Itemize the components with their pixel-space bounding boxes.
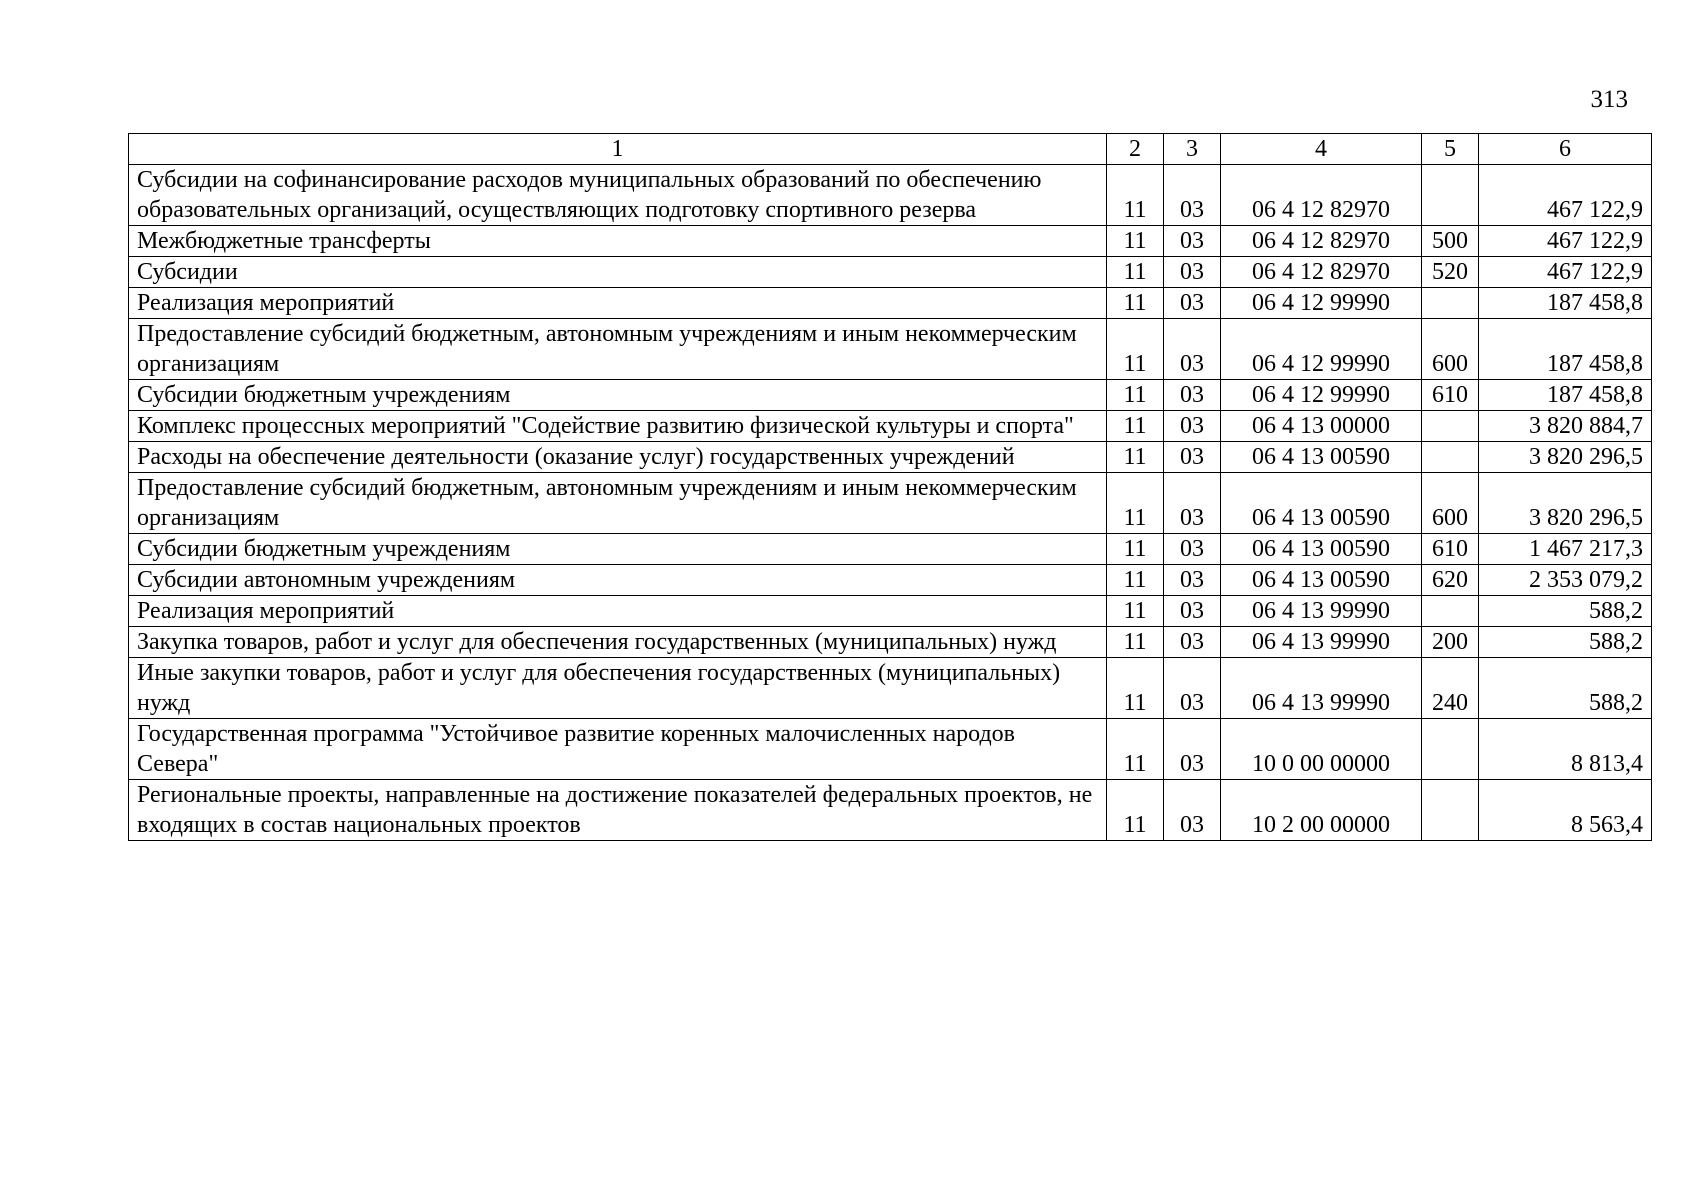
row-amount: 2 353 079,2 bbox=[1479, 565, 1652, 596]
row-subsection: 03 bbox=[1164, 165, 1221, 226]
row-name: Субсидии бюджетным учреждениям bbox=[129, 534, 1107, 565]
row-expense-type bbox=[1422, 719, 1479, 780]
row-section: 11 bbox=[1107, 442, 1164, 473]
row-expense-type: 500 bbox=[1422, 226, 1479, 257]
row-subsection: 03 bbox=[1164, 534, 1221, 565]
table-row bbox=[129, 319, 1652, 380]
table-row bbox=[129, 780, 1652, 841]
row-target-code: 10 2 00 00000 bbox=[1221, 780, 1422, 841]
row-subsection: 03 bbox=[1164, 627, 1221, 658]
row-expense-type: 600 bbox=[1422, 473, 1479, 534]
row-amount: 467 122,9 bbox=[1479, 226, 1652, 257]
row-name: Предоставление субсидий бюджетным, автономным учреждениям и иным некоммерческим организациям bbox=[129, 319, 1107, 380]
row-amount: 8 813,4 bbox=[1479, 719, 1652, 780]
row-subsection: 03 bbox=[1164, 442, 1221, 473]
row-amount: 187 458,8 bbox=[1479, 319, 1652, 380]
row-amount: 3 820 296,5 bbox=[1479, 473, 1652, 534]
row-target-code: 06 4 13 99990 bbox=[1221, 596, 1422, 627]
row-amount: 3 820 884,7 bbox=[1479, 411, 1652, 442]
header-col-1: 1 bbox=[129, 134, 1107, 165]
row-subsection: 03 bbox=[1164, 411, 1221, 442]
row-name: Комплекс процессных мероприятий "Содействие развитию физической культуры и спорта" bbox=[129, 411, 1107, 442]
row-name: Субсидии автономным учреждениям bbox=[129, 565, 1107, 596]
header-col-6: 6 bbox=[1479, 134, 1652, 165]
table-row bbox=[129, 411, 1652, 442]
table-row bbox=[129, 658, 1652, 719]
row-target-code: 06 4 12 82970 bbox=[1221, 257, 1422, 288]
row-expense-type: 520 bbox=[1422, 257, 1479, 288]
row-name: Иные закупки товаров, работ и услуг для обеспечения государственных (муниципальных) нужд bbox=[129, 658, 1107, 719]
row-target-code: 06 4 13 00590 bbox=[1221, 473, 1422, 534]
page-number: 313 bbox=[1590, 86, 1628, 113]
table-row bbox=[129, 442, 1652, 473]
table-header bbox=[129, 134, 1652, 165]
row-amount: 187 458,8 bbox=[1479, 380, 1652, 411]
table-row bbox=[129, 596, 1652, 627]
table-body bbox=[129, 165, 1652, 841]
row-amount: 467 122,9 bbox=[1479, 257, 1652, 288]
row-section: 11 bbox=[1107, 658, 1164, 719]
row-target-code: 06 4 13 99990 bbox=[1221, 627, 1422, 658]
row-name: Межбюджетные трансферты bbox=[129, 226, 1107, 257]
row-target-code: 06 4 12 82970 bbox=[1221, 226, 1422, 257]
table-row bbox=[129, 380, 1652, 411]
row-expense-type bbox=[1422, 442, 1479, 473]
table-row bbox=[129, 257, 1652, 288]
row-target-code: 06 4 13 99990 bbox=[1221, 658, 1422, 719]
header-col-3: 3 bbox=[1164, 134, 1221, 165]
row-name: Реализация мероприятий bbox=[129, 288, 1107, 319]
row-section: 11 bbox=[1107, 719, 1164, 780]
row-section: 11 bbox=[1107, 257, 1164, 288]
row-name: Закупка товаров, работ и услуг для обеспечения государственных (муниципальных) нужд bbox=[129, 627, 1107, 658]
row-target-code: 06 4 13 00000 bbox=[1221, 411, 1422, 442]
row-subsection: 03 bbox=[1164, 658, 1221, 719]
row-subsection: 03 bbox=[1164, 565, 1221, 596]
table-row bbox=[129, 565, 1652, 596]
row-expense-type: 610 bbox=[1422, 380, 1479, 411]
row-subsection: 03 bbox=[1164, 226, 1221, 257]
row-expense-type bbox=[1422, 411, 1479, 442]
row-section: 11 bbox=[1107, 165, 1164, 226]
budget-table bbox=[128, 133, 1652, 841]
header-col-2: 2 bbox=[1107, 134, 1164, 165]
row-amount: 588,2 bbox=[1479, 596, 1652, 627]
row-subsection: 03 bbox=[1164, 719, 1221, 780]
row-target-code: 06 4 12 82970 bbox=[1221, 165, 1422, 226]
table-row bbox=[129, 534, 1652, 565]
table-row bbox=[129, 165, 1652, 226]
row-amount: 467 122,9 bbox=[1479, 165, 1652, 226]
row-section: 11 bbox=[1107, 226, 1164, 257]
row-target-code: 06 4 13 00590 bbox=[1221, 534, 1422, 565]
row-name: Региональные проекты, направленные на достижение показателей федеральных проектов, не входящих в состав национальных проектов bbox=[129, 780, 1107, 841]
row-target-code: 06 4 12 99990 bbox=[1221, 288, 1422, 319]
row-expense-type bbox=[1422, 596, 1479, 627]
row-name: Предоставление субсидий бюджетным, автономным учреждениям и иным некоммерческим организациям bbox=[129, 473, 1107, 534]
row-section: 11 bbox=[1107, 534, 1164, 565]
row-section: 11 bbox=[1107, 411, 1164, 442]
table-row bbox=[129, 719, 1652, 780]
row-subsection: 03 bbox=[1164, 596, 1221, 627]
row-expense-type bbox=[1422, 780, 1479, 841]
row-expense-type bbox=[1422, 165, 1479, 226]
row-section: 11 bbox=[1107, 473, 1164, 534]
table-row bbox=[129, 627, 1652, 658]
row-name: Государственная программа "Устойчивое развитие коренных малочисленных народов Севера" bbox=[129, 719, 1107, 780]
row-amount: 187 458,8 bbox=[1479, 288, 1652, 319]
row-expense-type: 620 bbox=[1422, 565, 1479, 596]
header-row bbox=[129, 134, 1652, 165]
row-target-code: 06 4 12 99990 bbox=[1221, 319, 1422, 380]
row-expense-type bbox=[1422, 288, 1479, 319]
row-subsection: 03 bbox=[1164, 319, 1221, 380]
row-name: Реализация мероприятий bbox=[129, 596, 1107, 627]
row-expense-type: 240 bbox=[1422, 658, 1479, 719]
row-name: Расходы на обеспечение деятельности (оказание услуг) государственных учреждений bbox=[129, 442, 1107, 473]
row-target-code: 06 4 13 00590 bbox=[1221, 565, 1422, 596]
row-subsection: 03 bbox=[1164, 288, 1221, 319]
row-name: Субсидии bbox=[129, 257, 1107, 288]
row-section: 11 bbox=[1107, 319, 1164, 380]
row-subsection: 03 bbox=[1164, 473, 1221, 534]
row-expense-type: 610 bbox=[1422, 534, 1479, 565]
row-expense-type: 600 bbox=[1422, 319, 1479, 380]
row-name: Субсидии бюджетным учреждениям bbox=[129, 380, 1107, 411]
row-section: 11 bbox=[1107, 380, 1164, 411]
row-subsection: 03 bbox=[1164, 380, 1221, 411]
row-name: Субсидии на софинансирование расходов муниципальных образований по обеспечению образовательных организаций, осуществляющих подготовку спортивного резерва bbox=[129, 165, 1107, 226]
row-expense-type: 200 bbox=[1422, 627, 1479, 658]
row-amount: 1 467 217,3 bbox=[1479, 534, 1652, 565]
row-amount: 8 563,4 bbox=[1479, 780, 1652, 841]
row-section: 11 bbox=[1107, 780, 1164, 841]
row-section: 11 bbox=[1107, 288, 1164, 319]
table-row bbox=[129, 473, 1652, 534]
table-row bbox=[129, 288, 1652, 319]
row-target-code: 06 4 13 00590 bbox=[1221, 442, 1422, 473]
table-row bbox=[129, 226, 1652, 257]
row-subsection: 03 bbox=[1164, 780, 1221, 841]
row-subsection: 03 bbox=[1164, 257, 1221, 288]
row-target-code: 06 4 12 99990 bbox=[1221, 380, 1422, 411]
row-amount: 588,2 bbox=[1479, 627, 1652, 658]
row-amount: 3 820 296,5 bbox=[1479, 442, 1652, 473]
header-col-5: 5 bbox=[1422, 134, 1479, 165]
row-target-code: 10 0 00 00000 bbox=[1221, 719, 1422, 780]
row-amount: 588,2 bbox=[1479, 658, 1652, 719]
row-section: 11 bbox=[1107, 565, 1164, 596]
row-section: 11 bbox=[1107, 627, 1164, 658]
row-section: 11 bbox=[1107, 596, 1164, 627]
header-col-4: 4 bbox=[1221, 134, 1422, 165]
